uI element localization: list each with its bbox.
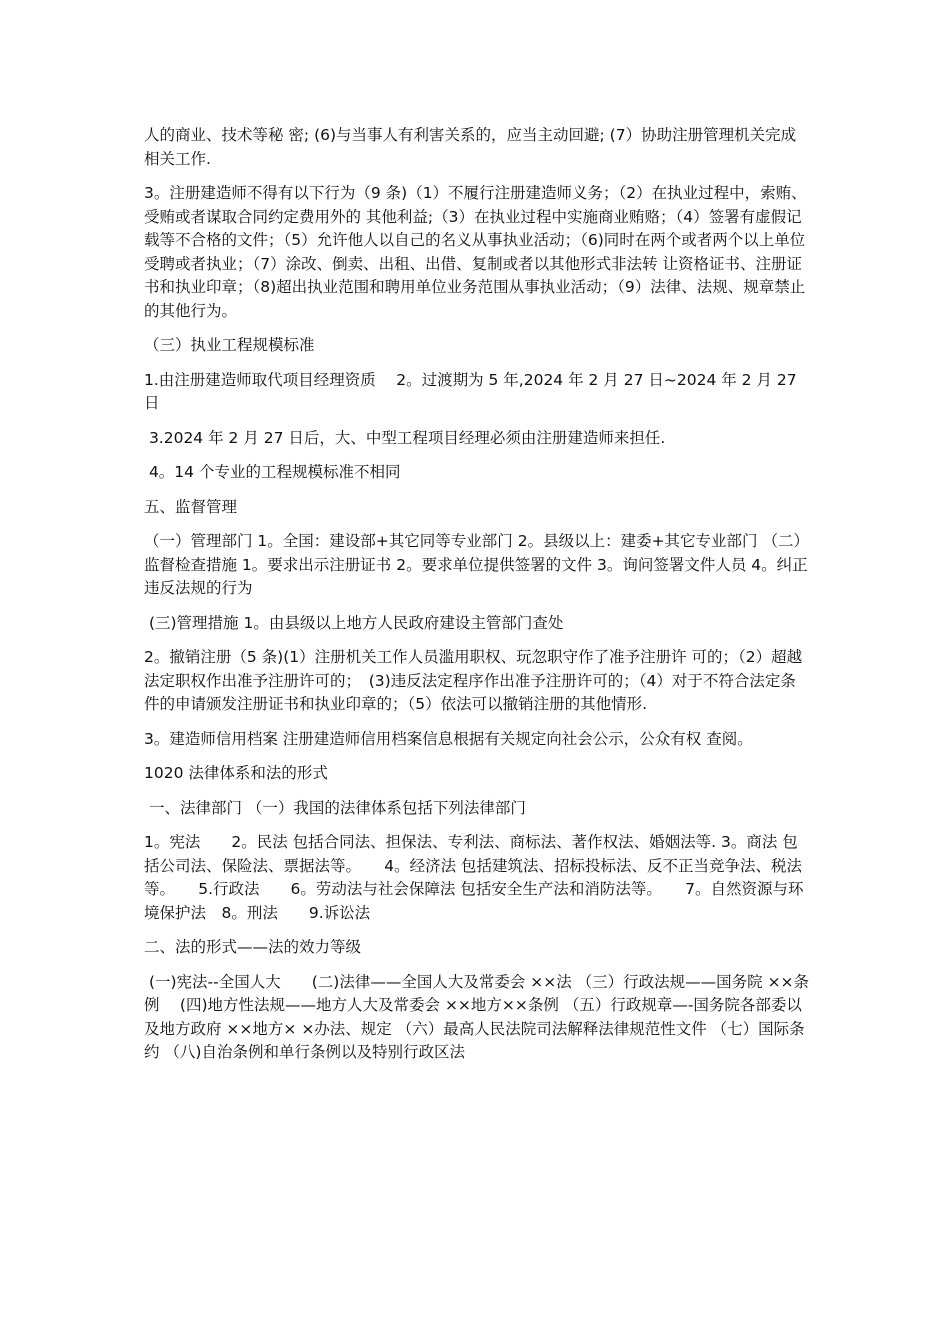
- paragraph-credit-file: 3。建造师信用档案 注册建造师信用档案信息根据有关规定向社会公示，公众有权 查阅。: [144, 729, 753, 748]
- paragraph-after-date: 3.2024 年 2 月 27 日后，大、中型工程项目经理必须由注册建造师来担任.: [144, 428, 666, 447]
- paragraph-law-list: 1。宪法 2。民法 包括合同法、担保法、专利法、商标法、著作权法、婚姻法等. 3。商法 包括公司法、保险法、票据法等。 4。经济法 包括建筑法、招标投标法、反不正当竞争法、税法等。 5.行政法 6。劳动法与社会保障法 包括安全生产法和消防法等。 7。自然资源与环境保护法 8。刑法 9.诉讼法: [144, 833, 804, 922]
- document-body: [144, 124, 810, 1076]
- paragraph-revoke-registration: 2。撤销注册（5 条)(1）注册机关工作人员滥用职权、玩忽职守作了准予注册许 可的；（2）超越法定职权作出准予注册许可的； (3)违反法定程序作出准予注册许可的；（4）对于不符合法定条件的申请颁发注册证书和执业印章的；（5）依法可以撤销注册的其他情形.: [144, 648, 803, 713]
- paragraph-law-hierarchy: (一)宪法--全国人大 (二)法律——全国人大及常委会 ××法 （三）行政法规——国务院 ××条例 (四)地方性法规——地方人大及常委会 ××地方××条例 （五）行政规章—-国务院各部委以及地方政府 ××地方× ×办法、规定 （六）最高人民法院司法解释法律规范性文件 （七）国际条约 （八)自治条例和单行条例以及特别行政区法: [144, 972, 810, 1061]
- paragraph-prohibited-acts: 3。注册建造师不得有以下行为（9 条)（1）不履行注册建造师义务；（2）在执业过程中，索贿、受贿或者谋取合同约定费用外的 其他利益;（3）在执业过程中实施商业贿赂；（4）签署有虚假记载等不合格的文件；（5）允许他人以自己的名义从事执业活动；（6)同时在两个或者两个以上单位受聘或者执业；（7）涂改、倒卖、出租、出借、复制或者以其他形式非法转 让资格证书、注册证书和执业印章；（8)超出执业范围和聘用单位业务范围从事执业活动；（9）法律、法规、规章禁止的其他行为。: [144, 184, 807, 320]
- paragraph-transition-period: 1.由注册建造师取代项目经理资质 2。过渡期为 5 年,2024 年 2 月 27 日~2024 年 2 月 27 日: [144, 370, 802, 412]
- paragraph-legal-departments: 一、法律部门 （一）我国的法律体系包括下列法律部门: [144, 798, 526, 817]
- paragraph-management-measures: (三)管理措施 1。由县级以上地方人民政府建设主管部门查处: [144, 613, 564, 632]
- section-heading-scale-standard: （三）执业工程规模标准: [144, 336, 315, 354]
- section-heading-1020: 1020 法律体系和法的形式: [144, 764, 328, 782]
- paragraph-duties-continued: 人的商业、技术等秘 密; (6)与当事人有利害关系的，应当主动回避; (7）协助注册管理机关完成相关工作.: [144, 126, 797, 168]
- section-heading-law-forms: 二、法的形式——法的效力等级: [144, 938, 362, 956]
- paragraph-14-specialties: 4。14 个专业的工程规模标准不相同: [144, 463, 401, 481]
- paragraph-management-departments: （一）管理部门 1。全国：建设部+其它同等专业部门 2。县级以上：建委+其它专业部门 （二）监督检查措施 1。要求出示注册证书 2。要求单位提供签署的文件 3。询问签署文件人员 4。纠正违反法规的行为: [144, 532, 809, 597]
- section-heading-supervision: 五、监督管理: [144, 497, 238, 516]
